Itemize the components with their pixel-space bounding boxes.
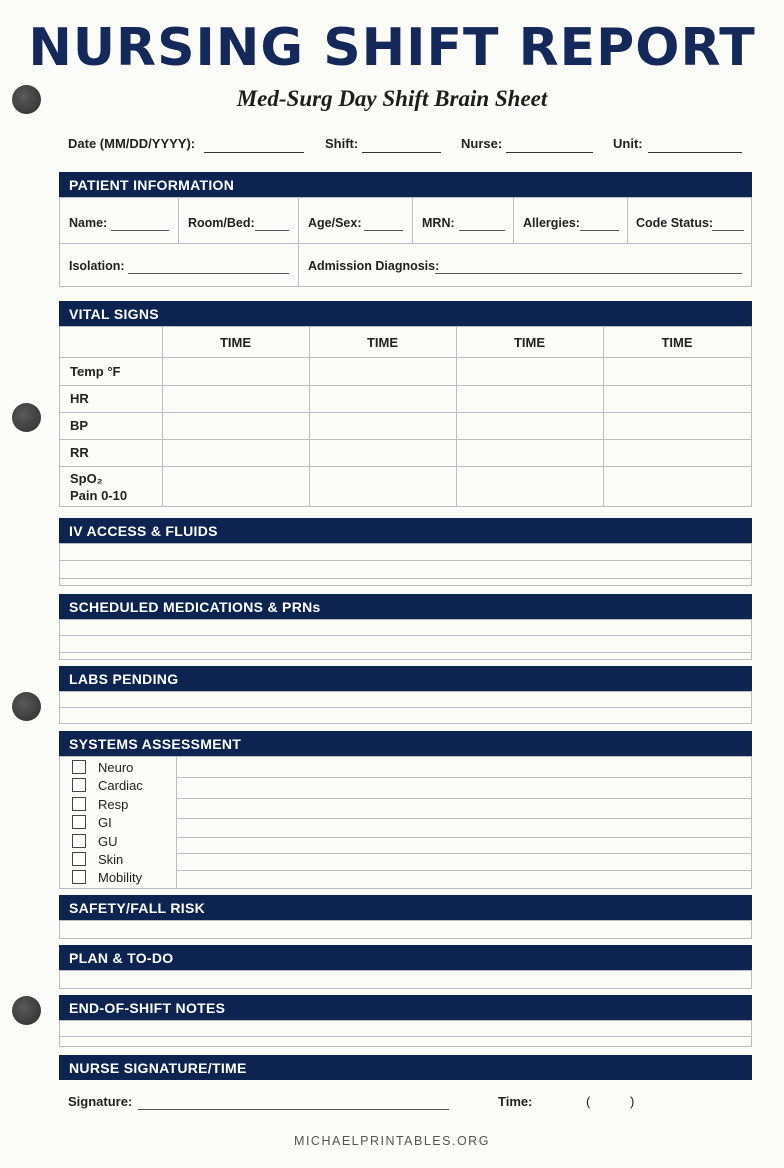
mobility-label: Mobility [98,870,143,885]
resp-checkbox[interactable] [72,797,86,811]
room-label: Room/Bed: [188,216,255,230]
vital-signs-table [59,326,752,507]
allergies-input[interactable] [580,230,619,231]
labs-heading: LABS PENDING [59,666,752,691]
isolation-input[interactable] [128,273,289,274]
resp-label: Resp [98,797,129,812]
medications-heading: SCHEDULED MEDICATIONS & PRNs [59,594,752,619]
header-fields [68,136,752,156]
binder-hole-3 [12,692,41,721]
name-label: Name: [69,216,108,230]
time-column-1: TIME [219,335,252,350]
isolation-label: Isolation: [69,259,125,273]
cardiac-checkbox[interactable] [72,778,86,792]
footer-website: MICHAELPRINTABLES.ORG [294,1134,490,1148]
time-column-2: TIME [366,335,399,350]
patient-info-heading: PATIENT INFORMATION [59,172,752,197]
code-status-label: Code Status: [636,216,714,230]
systems-box [59,756,752,889]
gi-checkbox[interactable] [72,815,86,829]
shift-label: Shift: [325,136,359,151]
page-title: NURSING SHIFT REPORT [28,18,756,78]
time-label: Time: [498,1094,533,1109]
code-status-input[interactable] [712,230,744,231]
age-label: Age/Sex: [308,216,362,230]
neuro-label: Neuro [98,760,134,775]
signature-heading: NURSE SIGNATURE/TIME [59,1055,752,1080]
gi-label: GI [98,815,112,830]
date-field[interactable] [68,136,195,151]
vital-row-spo2: SpO₂ [70,471,103,486]
systems-notes-area[interactable] [177,757,751,888]
vital-row-bp: BP [70,418,89,433]
notes-heading: END-OF-SHIFT NOTES [59,995,752,1020]
signature-label: Signature: [68,1094,133,1109]
iv-access-box[interactable] [59,543,752,586]
date-label: Date (MM/DD/YYYY): [68,136,196,151]
age-input[interactable] [364,230,403,231]
vital-row-temp: Temp °F [70,364,121,379]
room-input[interactable] [255,230,289,231]
nurse-field[interactable] [461,136,502,151]
name-input[interactable] [111,230,169,231]
signature-input[interactable] [138,1109,449,1110]
mobility-checkbox[interactable] [72,870,86,884]
allergies-label: Allergies: [523,216,580,230]
safety-box[interactable] [59,920,752,939]
time-column-3: TIME [513,335,546,350]
signature-row [68,1094,752,1114]
gu-label: GU [98,834,118,849]
mrn-input[interactable] [459,230,505,231]
neuro-checkbox[interactable] [72,760,86,774]
unit-field[interactable] [613,136,643,151]
vital-row-pain: Pain 0-10 [70,488,128,503]
page-subtitle: Med-Surg Day Shift Brain Sheet [236,86,548,111]
gu-checkbox[interactable] [72,834,86,848]
medications-box[interactable] [59,619,752,660]
time-paren-close: ) [630,1094,635,1109]
iv-access-heading: IV ACCESS & FLUIDS [59,518,752,543]
safety-heading: SAFETY/FALL RISK [59,895,752,920]
notes-box[interactable] [59,1020,752,1047]
plan-heading: PLAN & TO-DO [59,945,752,970]
skin-label: Skin [98,852,124,867]
time-paren-open: ( [586,1094,591,1109]
binder-hole-2 [12,403,41,432]
labs-box[interactable] [59,691,752,724]
vital-row-rr: RR [70,445,89,460]
diagnosis-label: Admission Diagnosis: [308,259,440,273]
skin-checkbox[interactable] [72,852,86,866]
diagnosis-input[interactable] [435,273,742,274]
shift-field[interactable] [325,136,358,151]
time-column-4: TIME [661,335,693,350]
vital-signs-heading: VITAL SIGNS [59,301,752,326]
time-input[interactable] [598,1094,628,1112]
cardiac-label: Cardiac [98,778,143,793]
unit-label: Unit: [613,136,643,151]
plan-box[interactable] [59,970,752,989]
patient-info-box [59,197,752,287]
mrn-label: MRN: [422,216,455,230]
binder-hole-4 [12,996,41,1025]
vital-row-hr: HR [70,391,89,406]
nurse-label: Nurse: [461,136,503,151]
systems-heading: SYSTEMS ASSESSMENT [59,731,752,756]
